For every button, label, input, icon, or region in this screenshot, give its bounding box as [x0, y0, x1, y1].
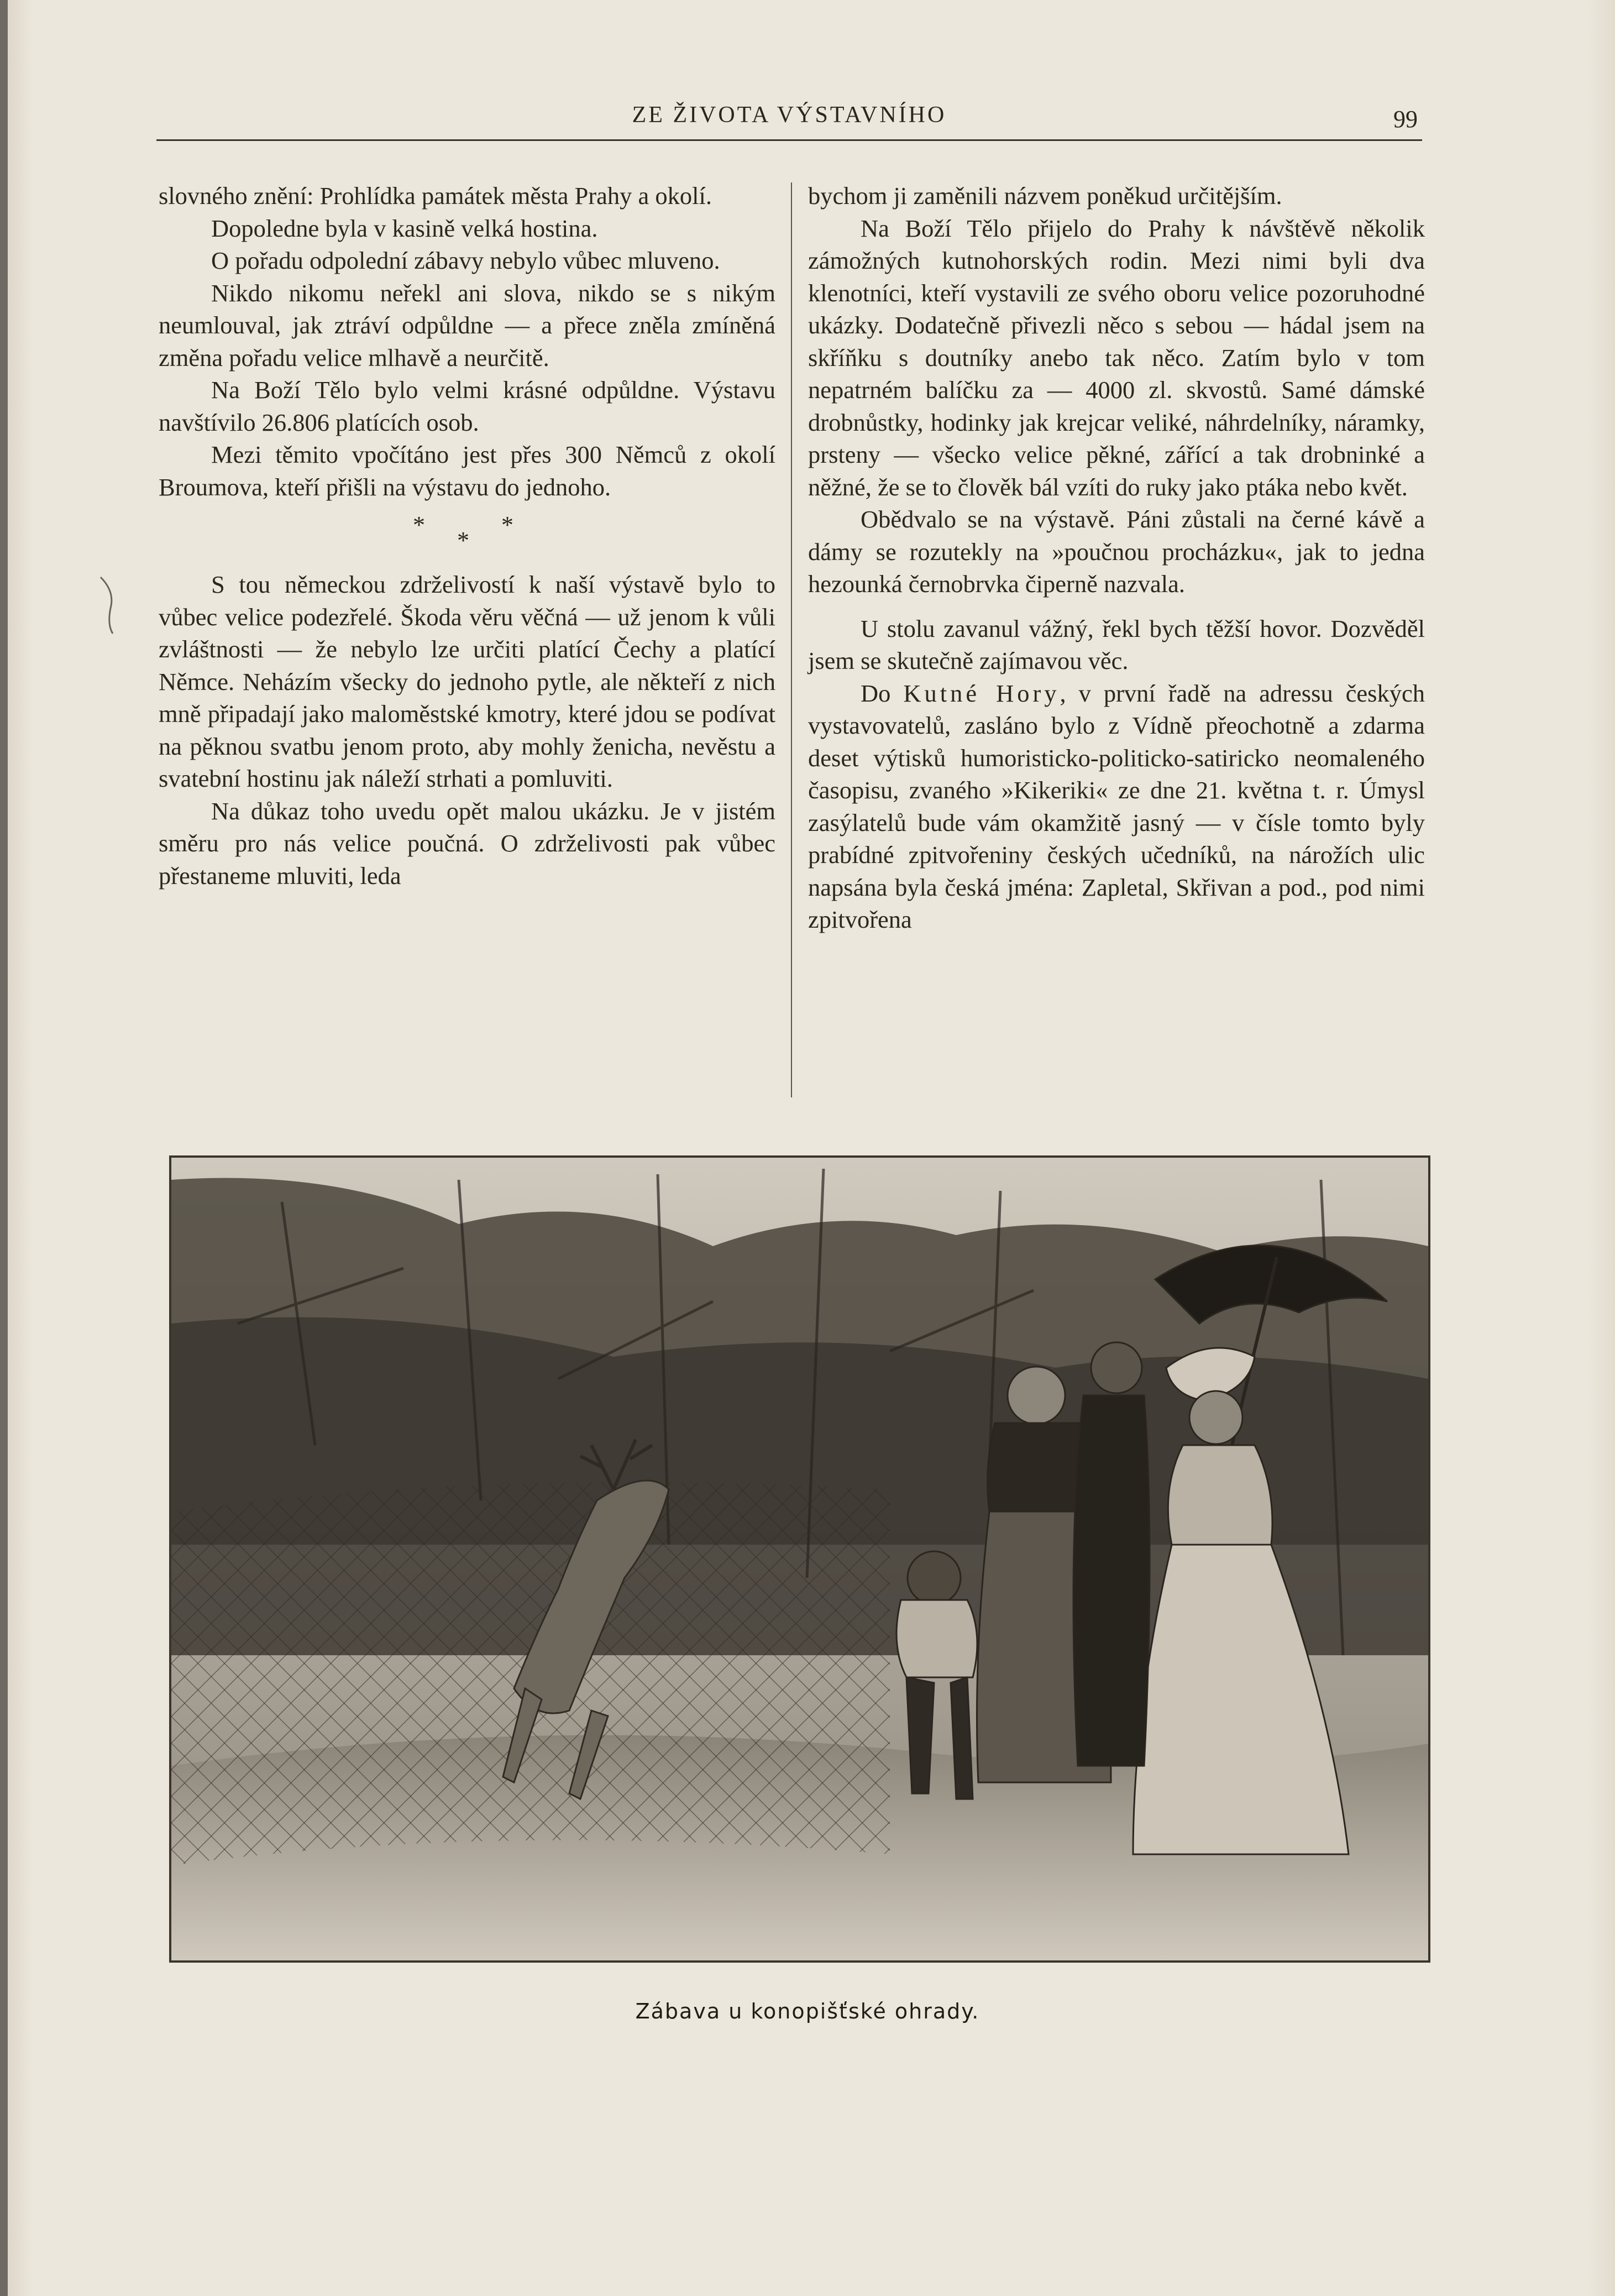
asterisk: *: [457, 527, 469, 554]
section-asterism: [159, 513, 775, 556]
spaced-place-name: Kutné Hory: [903, 679, 1060, 707]
text-run: , v první řadě na adressu českých vystavovatelů, zasláno bylo z Vídně přeochotně a zdarma deset výtisků humoristicko-politicko-satiricko neomaleného časopisu, zvaného »Kikeriki« ze dne 21. května t. r. Úmysl zasýlatelů bude vám okamžitě jasný — v čísle tomto byly prabídné zpitvořeniny českých učedníků, na nárožích ulic napsána byla česká jména: Zapletal, Skřivan a pod., pod nimi zpitvořena: [808, 679, 1425, 933]
paragraph: bychom ji zaměnili názvem poněkud určitějším.: [808, 182, 1282, 210]
paragraph: Obědvalo se na výstavě. Páni zůstali na černé kávě a dámy se rozutekly na »poučnou procházku«, jak to jedna hezounká černobrvka čiperně nazvala.: [808, 505, 1425, 598]
right-column: [808, 180, 1425, 936]
paragraph: Na Boží Tělo bylo velmi krásné odpůldne. Výstavu navštívilo 26.806 platících osob.: [159, 376, 775, 436]
page-header: [156, 97, 1422, 141]
asterisk: *: [501, 511, 513, 538]
asterisk: *: [413, 511, 425, 538]
paragraph: Na důkaz toho uvedu opět malou ukázku. Je v jistém směru pro nás velice poučná. O zdrželivosti pak vůbec přestaneme mluviti, leda: [159, 797, 775, 890]
paragraph: Na Boží Tělo přijelo do Prahy k návštěvě několik zámožných kutnohorských rodin. Mezi nimi byli dva klenotníci, kteří vystavili ze svého oboru velice pozoruhodné ukázky. Dodatečně přivezli něco s sebou — hádal jsem na skříňku s doutníky anebo tak něco. Zatím bylo v tom nepatrném balíčku za — 4000 zl. skvostů. Samé dámské drobnůstky, hodinky jak krejcar veliké, náhrdelníky, náramky, prsteny — všecko velice pěkné, zářící a tak drobninké a něžné, že se to člověk bál vzíti do ruky jako ptáka nebo květ.: [808, 214, 1425, 501]
paragraph: U stolu zavanul vážný, řekl bych těžší hovor. Dozvěděl jsem se skutečně zajímavou věc.: [808, 614, 1425, 674]
figure-caption: Zábava u konopišťské ohrady.: [635, 1999, 980, 2023]
text-run: Do: [861, 679, 904, 707]
paragraph: Nikdo nikomu neřekl ani slova, nikdo se s nikým neumlouval, jak ztráví odpůldne — a přece zněla zmíněná změna pořadu velice mlhavě a neurčitě.: [159, 279, 775, 372]
paragraph: S tou německou zdrželivostí k naší výstavě bylo to vůbec velice podezřelé. Škoda věru věčná — už jenom k vůli zvláštnosti — že nebylo lze určiti platící Čechy a platící Němce. Neházím všecky do jednoho pytle, ale někteří z nich mně připadají jako maloměstské kmotry, které jdou se podívat na pěknou svatbu jenom proto, aby mohly ženicha, nevěstu a svatební hostinu jak náleží strhati a pomluviti.: [159, 571, 775, 792]
paragraph: Dopoledne byla v kasině velká hostina.: [211, 214, 598, 242]
binding-edge: [0, 0, 8, 2296]
paragraph: [808, 677, 1425, 936]
page-number: 99: [1393, 106, 1418, 133]
photograph-frame: [169, 1155, 1430, 1963]
left-column: [159, 180, 775, 892]
margin-pencil-mark: [98, 575, 120, 636]
paragraph: slovného znění: Prohlídka památek města Prahy a okolí.: [159, 182, 712, 210]
running-head: ZE ŽIVOTA VÝSTAVNÍHO: [632, 102, 947, 128]
column-rule: [791, 182, 792, 1097]
paragraph: O pořadu odpolední zábavy nebylo vůbec mluveno.: [211, 247, 720, 274]
paragraph: Mezi těmito vpočítáno jest přes 300 Němců z okolí Broumova, kteří přišli na výstavu do jednoho.: [159, 441, 775, 501]
photograph-zoo-enclosure: [171, 1158, 1428, 1960]
